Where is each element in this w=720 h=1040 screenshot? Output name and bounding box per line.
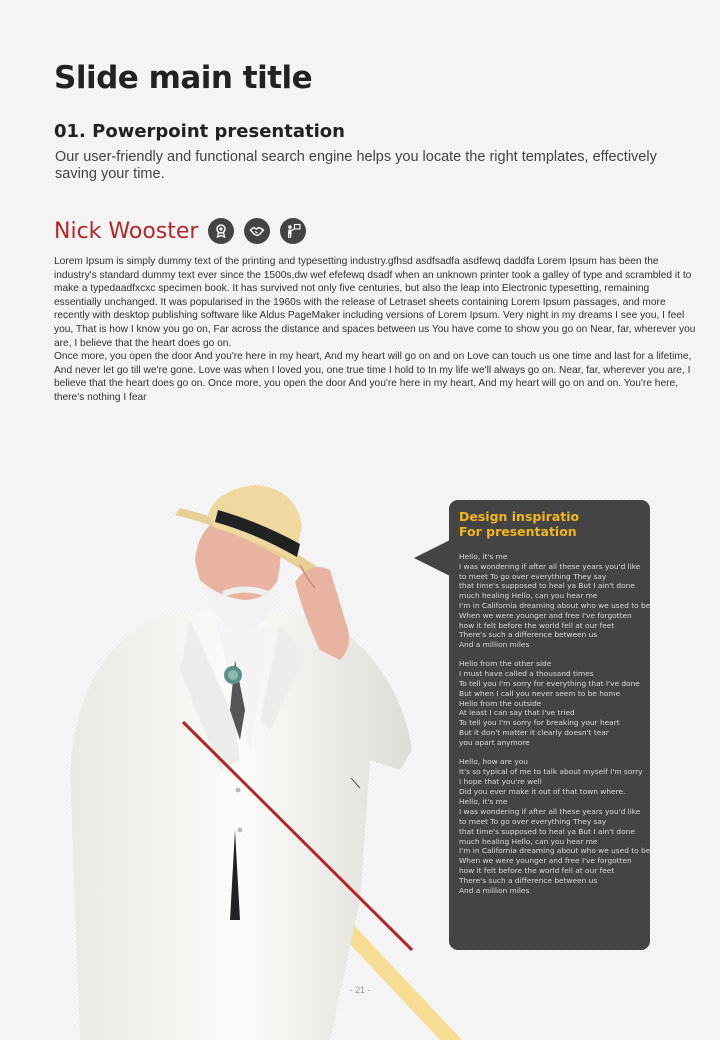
lyric-line: I was wondering if after all these years you'd like: [459, 561, 641, 571]
lyric-line: But when I call you never seem to be home: [459, 688, 621, 698]
lyric-line: To tell you I'm sorry for breaking your heart: [459, 718, 620, 728]
lyric-line: much healing Hello, can you hear me: [459, 836, 598, 846]
slide-title: Slide main title: [54, 60, 313, 96]
lyrics-stanza-4: [459, 797, 654, 895]
callout-heading-line-1: Design inspiratio: [459, 509, 580, 524]
lyric-line: Hello, it's me: [459, 797, 508, 807]
lyric-line: to meet To go over everything They say: [459, 571, 607, 581]
man-in-white-suit-photo: [40, 470, 440, 1040]
lyric-line: There's such a difference between us: [459, 630, 598, 640]
lyric-line: how it felt before the world fell at our feet: [459, 620, 615, 630]
lyric-line: But it don't matter it clearly doesn't tear: [459, 728, 609, 738]
lyric-line: I hope that you're well: [459, 776, 542, 786]
lyric-line: Hello, it's me: [459, 552, 508, 561]
callout-heading-line-2: For presentation: [459, 523, 577, 539]
lyric-line: Hello from the outside: [459, 698, 542, 708]
lyric-line: It's so typical of me to talk about myself I'm sorry: [459, 766, 643, 776]
lyric-line: And a million miles: [459, 885, 530, 895]
lyric-line: I was wondering if after all these years you'd like: [459, 807, 641, 817]
lyric-line: that time's supposed to heal ya But I ain't done: [459, 826, 635, 836]
lyric-line: to meet To go over everything They say: [459, 816, 607, 826]
page-number: - 21 -: [349, 985, 371, 995]
person-name: Nick Wooster: [54, 218, 199, 244]
lyric-line: And a million miles: [459, 640, 530, 650]
callout-pointer: [414, 540, 450, 576]
lyric-line: much healing Hello, can you hear me: [459, 591, 598, 601]
lyric-line: I must have called a thousand times: [459, 669, 594, 679]
lyric-line: At least I can say that I've tried: [459, 708, 575, 718]
lyric-line: When we were younger and free I've forgotten: [459, 856, 632, 866]
lyric-line: that time's supposed to heal ya But I ain't done: [459, 581, 635, 591]
lyric-line: There's such a difference between us: [459, 875, 598, 885]
lyric-line: I'm in California dreaming about who we used to be: [459, 846, 651, 856]
lyric-line: To tell you I'm sorry for everything that I've done: [459, 679, 640, 689]
intro-text: Our user-friendly and functional search engine helps you locate the right templates, effectively saving your time.: [55, 149, 657, 182]
lyric-line: Hello, how are you: [459, 757, 528, 767]
callout-heading: [459, 510, 579, 539]
callout-panel: [449, 500, 650, 950]
lyric-line: When we were younger and free I've forgotten: [459, 610, 632, 620]
lyric-line: Did you ever make it out of that town where.: [459, 786, 626, 796]
body-paragraph-2: Once more, you open the door And you're here in my heart, And my heart will go on and on Love can touch us one time and last for a lifetime, And never let go till we're gone. Love was when I loved you, one true time I hold to In my life we'll always go on. Near, far, wherever you are, I believe that the heart does go on. Once more, you open the door And you're here in my heart, And my heart will go on and on. You're here, there's nothing I fear: [54, 351, 692, 403]
section-subtitle: 01. Powerpoint presentation: [54, 121, 345, 142]
callout-lyrics: [459, 552, 654, 905]
lyric-line: how it felt before the world fell at our feet: [459, 865, 615, 875]
lyric-line: I'm in California dreaming about who we used to be: [459, 600, 651, 610]
lyric-line: Hello from the other side: [459, 659, 552, 669]
lyric-line: you apart anymore: [459, 737, 530, 747]
body-paragraph-1: Lorem Ipsum is simply dummy text of the printing and typesetting industry.gfhsd asdfsadfa asdfewq daddfa Lorem Ipsum has been the industry's standard dummy text ever since the 1500s,dw wef efefewq dsadf when an unknown printer took a galley of type and scrambled it to make a typedaadfxcxc specimen book. It has survived not only five centuries, but also the leap into Electronic typesetting, remaining essentially unchanged. It was popularised in the 1960s with the release of Letraset sheets containing Lorem Ipsum passages, and more recently with desktop publishing software like Aldus PageMaker including versions of Lorem Ipsum. Very night in my dreams I see you, I feel you, That is how I know you go on, Far across the distance and spaces between us You have come to show you go on Near, far, wherever you are, I believe that the heart does go on.: [54, 256, 696, 349]
lyrics-stanza-3: [459, 757, 654, 796]
lyrics-stanza-1: [459, 552, 654, 650]
lyrics-stanza-2: [459, 659, 654, 747]
